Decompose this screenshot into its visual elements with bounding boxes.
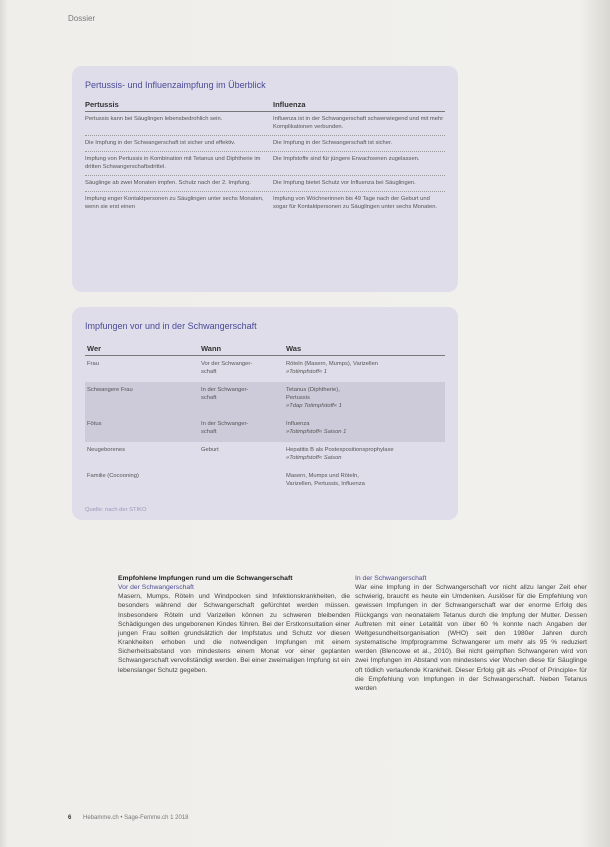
table-row — [85, 416, 445, 442]
infobox-pertussis-influenza — [72, 66, 458, 292]
column-header: Influenza — [273, 100, 306, 109]
table-header-row — [85, 344, 445, 356]
infobox-title: Impfungen vor und in der Schwangerschaft — [85, 321, 257, 331]
table-cell-when: Geburt — [201, 447, 219, 453]
column-header: Pertussis — [85, 100, 119, 109]
table-cell: Säuglinge ab zwei Monaten impfen. Schutz nach der 2. Impfung. — [85, 180, 251, 186]
article-column-right — [355, 574, 587, 693]
table-cell: Impfung von Pertussis in Kombination mit Tetanus und Diphtherie im dritten Schwangerschaftsdrittel. — [85, 156, 261, 170]
table-cell-who: Familie (Cocooning) — [87, 473, 139, 479]
table-cell: Die Impfung in der Schwangerschaft ist sicher und effektiv. — [85, 140, 236, 146]
table-cell: Die Impfung bietet Schutz vor Influenza bei Säuglingen. — [273, 180, 416, 186]
vaccination-table — [85, 344, 445, 494]
table-cell-when: In der Schwanger- schaft — [201, 387, 249, 401]
column-header: Wann — [201, 344, 222, 353]
table-row — [85, 356, 445, 382]
table-cell-what: Hepatitis B als Postexpositionsprophylaxe »Totimpfstoff« Saison — [286, 447, 394, 461]
table-cell: Die Impfstoffe sind für jüngere Erwachsenen zugelassen. — [273, 156, 420, 162]
table-row — [85, 176, 445, 192]
table-cell: Pertussis kann bei Säuglingen lebensbedrohlich sein. — [85, 116, 223, 122]
publication-info: Hebamme.ch • Sage-Femme.ch 1 2018 — [83, 815, 189, 821]
table-cell-when: Vor der Schwanger- schaft — [201, 361, 253, 375]
table-cell: Die Impfung in der Schwangerschaft ist sicher. — [273, 140, 393, 146]
table-cell-what: Influenza »Totimpfstoff« Saison 1 — [286, 421, 347, 435]
table-cell-who: Neugeborenes — [87, 447, 126, 453]
page-footer — [68, 815, 189, 821]
table-row — [85, 468, 445, 494]
article-subheading: Vor der Schwangerschaft — [118, 584, 194, 592]
article-heading: Empfohlene Impfungen rund um die Schwangerschaft — [118, 575, 293, 582]
section-label: Dossier — [68, 14, 96, 23]
table-source: Quelle: nach der STIKO — [85, 507, 147, 513]
table-cell-what: Röteln (Masern, Mumps), Varizellen »Totimpfstoff« 1 — [286, 361, 379, 375]
comparison-table — [85, 100, 445, 215]
table-row — [85, 442, 445, 468]
table-cell-what: Tetanus (Diphtherie), Pertussis »Tdap Totimpfstoff« 1 — [286, 387, 342, 409]
article-paragraph: Masern, Mumps, Röteln und Windpocken sind Infektionskrankheiten, die besonders während der Schwangerschaft gefürchtet werden müssen. Insbesondere Röteln und Varizellen können zu schweren bleibenden Schädigungen des ungeborenen Kindes führen. Bei der Erstkonsultation einer jungen Frau sollten grundsätzlich der Impfstatus und Schutz vor diesen Krankheiten erhoben und die notwendigen Impfungen mit einem Sicherheitsabstand von mindestens einem Monat vor einer geplanten Schwangerschaft vervollständigt werden. Bei einer zweimaligen Impfung ist ein lebenslanger Schutz gegeben. — [118, 593, 350, 674]
table-cell-when — [201, 472, 286, 488]
table-cell-who: Schwangere Frau — [87, 387, 133, 393]
column-header: Was — [286, 344, 302, 353]
table-cell-who: Frau — [87, 361, 99, 367]
table-cell-when: In der Schwanger- schaft — [201, 421, 249, 435]
table-cell: Influenza ist in der Schwangerschaft schwerwiegend und mit mehr Komplikationen verbunden. — [273, 116, 444, 130]
column-header: Wer — [87, 344, 102, 353]
infobox-title: Pertussis- und Influenzaimpfung im Überblick — [85, 80, 266, 90]
table-cell: Impfung von Wöchnerinnen bis 49 Tage nach der Geburt und sogar für Kontaktpersonen zu Säuglingen unter sechs Monaten. — [273, 196, 438, 210]
table-row — [85, 136, 445, 152]
table-cell: Impfung enger Kontaktpersonen zu Säuglingen unter sechs Monaten, wenn sie erst einen — [85, 196, 264, 210]
article-paragraph: War eine Impfung in der Schwangerschaft vor nicht allzu langer Zeit eher schwierig, braucht es heute ein Umdenken. Auslöser für die Empfehlung von gewissen Impfungen in der Schwangerschaft war der enorme Erfolg des Rückgangs von neonatalem Tetanus durch die Impfung der Mutter. Dessen Auftreten mit einer Letalität von über 60 % konnte nach Angaben der Weltgesundheitsorganisation (WHO) seit den 1980er Jahren durch systematische Impfprogramme Schwangerer um mehr als 95 % reduziert werden (Blencowe et al., 2010). Bei nicht geimpften Schwangeren wird von zwei Impfungen im Abstand von mindestens vier Wochen diese für Säuglinge oft tödlich verlaufende Krankheit. Dieser Erfolg gilt als »Proof of Principle« für die Empfehlung von Impfungen in der Schwangerschaft. Neben Tetanus werden — [355, 584, 587, 692]
table-row — [85, 112, 445, 136]
table-cell-what: Masern, Mumps und Röteln, Varizellen, Pertussis, Influenza — [286, 473, 365, 487]
article-subheading: In der Schwangerschaft — [355, 575, 427, 582]
infobox-vaccinations — [72, 307, 458, 520]
table-row — [85, 152, 445, 176]
page-number: 6 — [68, 815, 72, 821]
table-cell-who: Fötus — [87, 421, 102, 427]
table-row — [85, 382, 445, 416]
table-header-row — [85, 100, 445, 112]
article-column-left — [118, 574, 350, 675]
table-row — [85, 192, 445, 215]
